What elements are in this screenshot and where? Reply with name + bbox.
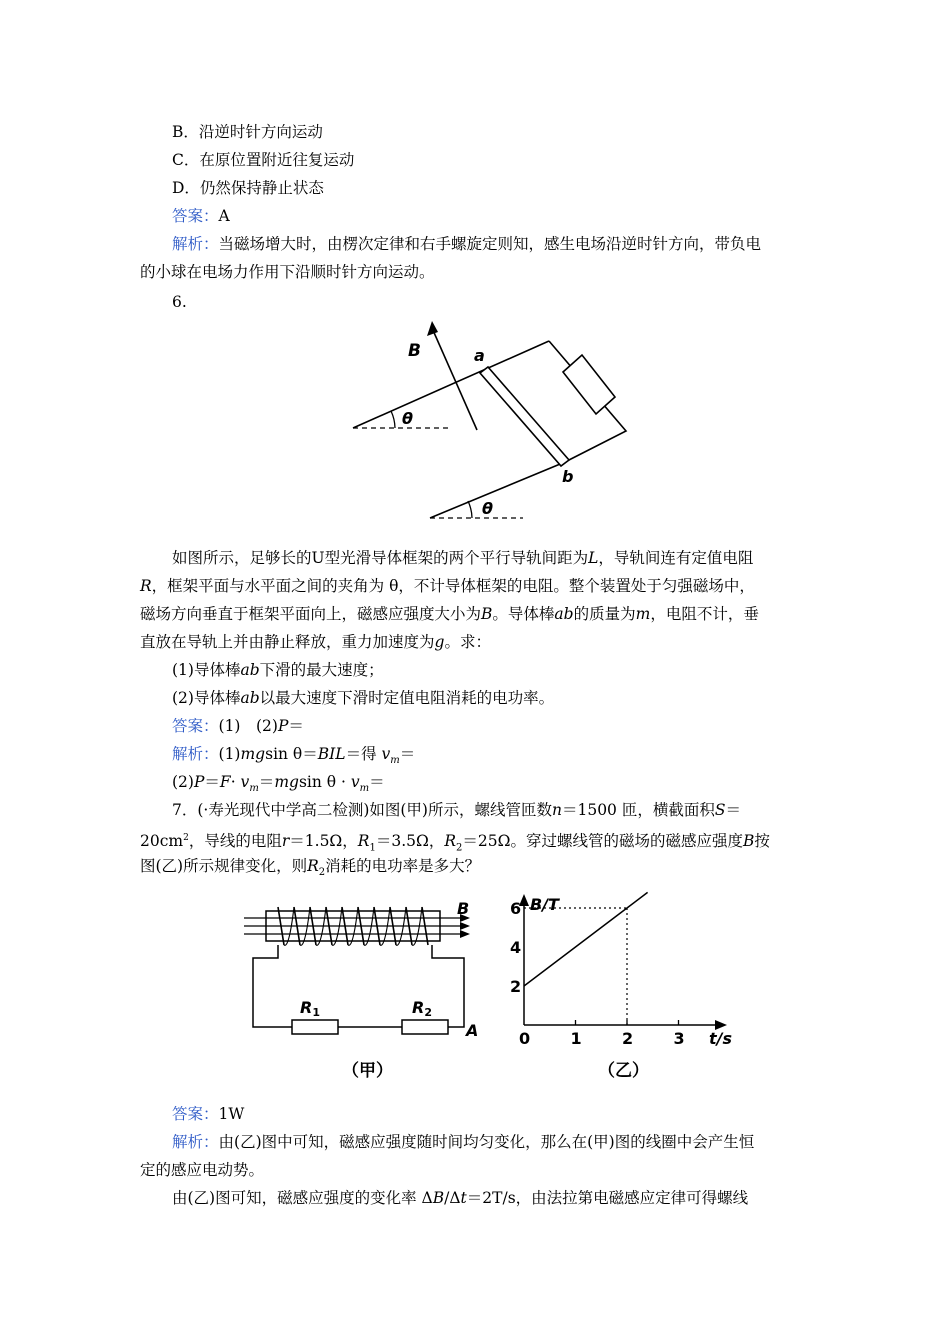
y-tick-6: 6 (510, 899, 522, 918)
y-axis-label: B/T (530, 895, 559, 914)
analysis-text: 当磁场增大时，由楞次定律和右手螺旋定则知，感生电场沿逆时针方向，带负电 (218, 235, 762, 253)
q6-text-line3: 磁场方向垂直于框架平面向上，磁感应强度大小为B。导体棒ab的质量为m，电阻不计，垂 (140, 605, 759, 623)
y-tick-4: 4 (510, 938, 522, 957)
q6-answer: 答案：(1) (2)P＝ (172, 717, 304, 735)
label-B: B (408, 341, 421, 361)
q7-solenoid-circuit (238, 890, 490, 1090)
label-b: b (562, 467, 574, 486)
q7-text-line2: $20cm^2$，导线的电阻r＝1.5Ω，$R_1=3.5\Omega$，$R_2=25\Omega$。穿过螺线管的磁场的磁感应强度B按 (140, 832, 770, 854)
x-tick-3: 3 (673, 1029, 685, 1048)
q7-analysis-line1: 解析：由(乙)图中可知，磁感应强度随时间均匀变化，那么在(甲)图的线圈中会产生恒 (172, 1133, 755, 1151)
q6-subquestion-2: (2)导体棒ab以最大速度下滑时定值电阻消耗的电功率。 (172, 689, 555, 707)
q6-number: 6. (172, 293, 187, 311)
label-a: a (474, 346, 485, 365)
x-tick-1: 1 (570, 1029, 582, 1048)
answer-value: A (218, 207, 230, 225)
x-tick-0: 0 (519, 1029, 531, 1048)
y-tick-2: 2 (510, 977, 522, 996)
q5-option-d: D．仍然保持静止状态 (172, 179, 324, 197)
q7-analysis-line2: 定的感应电动势。 (140, 1161, 265, 1179)
q5-option-b: B．沿逆时针方向运动 (172, 123, 323, 141)
q7-text-line1: 7．(·寿光现代中学高二检测)如图(甲)所示，螺线管匝数n＝1500 匝，横截面积S＝ (172, 801, 741, 819)
analysis-label: 解析： (172, 235, 219, 253)
q6-text-line2: R，框架平面与水平面之间的夹角为 θ，不计导体框架的电阻。整个装置处于匀强磁场中， (140, 577, 755, 595)
q7-bt-graph (500, 888, 740, 1088)
q7-answer: 答案：1W (172, 1105, 245, 1123)
x-axis-label: t/s (709, 1029, 733, 1048)
q6-text-line4: 直放在导轨上并由静止释放，重力加速度为g。求： (140, 633, 491, 651)
x-tick-2: 2 (622, 1029, 634, 1048)
q7-analysis-line3: 由(乙)图可知，磁感应强度的变化率 ΔB/Δt＝2T/s，由法拉第电磁感应定律可得螺线 (172, 1189, 749, 1207)
label-theta-bottom: θ (482, 499, 493, 518)
q7-text-line3: 图(乙)所示规律变化，则$R_2$消耗的电功率是多大？ (140, 857, 481, 879)
resistor-label-R1: R1 (300, 998, 320, 1019)
label-theta-top: θ (402, 409, 413, 428)
q6-text-line1: 如图所示，足够长的U型光滑导体框架的两个平行导轨间距为L，导轨间连有定值电阻 (172, 549, 754, 567)
terminal-label-A: A (466, 1021, 479, 1040)
q6-analysis-line2: $(2)P=F\cdot v_m=mgsin$ $\theta \cdot v_m=$ (172, 773, 385, 795)
resistor-label-R2: R2 (412, 998, 432, 1019)
q5-answer (172, 206, 230, 226)
q5-analysis-line2: 的小球在电场力作用下沿顺时针方向运动。 (140, 263, 435, 281)
caption-jia: （甲） (342, 1061, 393, 1081)
q6-analysis-line1: 解析：(1)mgsin θ＝BIL＝得 $v_m=$ (172, 745, 416, 767)
q6-subquestion-1: (1)导体棒ab下滑的最大速度； (172, 661, 384, 679)
answer-label: 答案： (172, 207, 219, 225)
solenoid-label-B: B (457, 899, 470, 918)
q6-incline-figure (340, 318, 640, 530)
q5-analysis-line1 (172, 234, 761, 254)
caption-yi: （乙） (598, 1061, 649, 1081)
q5-option-c: C．在原位置附近往复运动 (172, 151, 355, 169)
